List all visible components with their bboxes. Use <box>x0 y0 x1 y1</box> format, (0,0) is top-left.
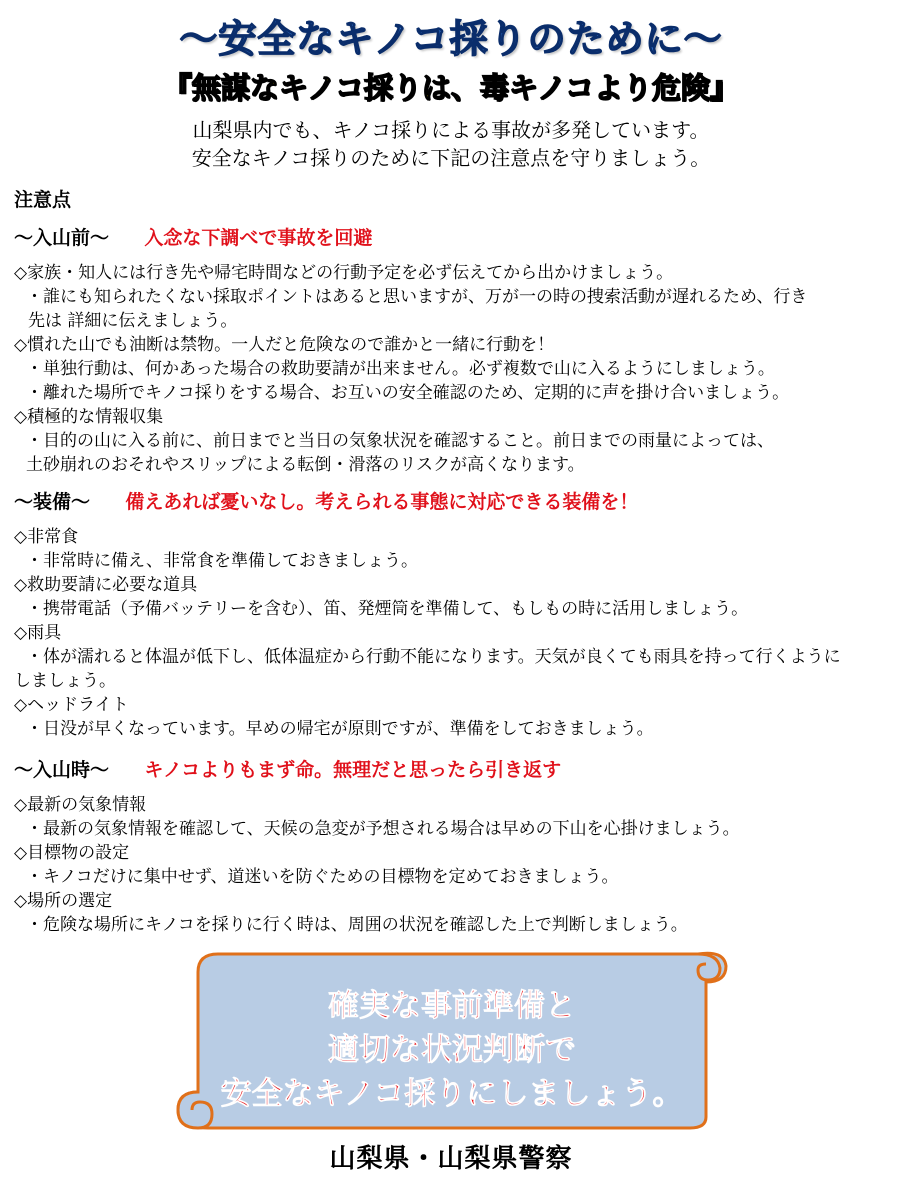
list-item: ◇非常食 <box>14 527 79 547</box>
section-tagline: 入念な下調べで事故を回避 <box>144 227 373 249</box>
list-item: ・離れた場所でキノコ採りをする場合、お互いの安全確認のため、定期的に声を掛け合いましょう。 <box>26 383 790 403</box>
section-tagline: 備えあれば憂いなし。考えられる事態に対応できる装備を！ <box>125 491 639 513</box>
list-item: ◇積極的な情報収集 <box>14 407 164 427</box>
list-item: ・キノコだけに集中せず、道迷いを防ぐための目標物を定めておきましょう。 <box>26 867 619 887</box>
intro-text <box>0 116 902 172</box>
list-item: 先は 詳細に伝えましょう。 <box>28 311 238 331</box>
list-item: ・携帯電話（予備バッテリーを含む）、笛、発煙筒を準備して、もしもの時に活用しましょう。 <box>26 599 749 619</box>
list-item: ◇救助要請に必要な道具 <box>14 575 198 595</box>
list-item: ◇慣れた山でも油断は禁物。一人だと危険なので誰かと一緒に行動を！ <box>14 335 555 355</box>
page-subtitle: 『無謀なキノコ採りは、毒キノコより危険』 <box>163 71 739 105</box>
list-item: ・危険な場所にキノコを採りに行く時は、周囲の状況を確認した上で判断しましょう。 <box>26 915 688 935</box>
notes-label: 注意点 <box>14 189 72 211</box>
section-tagline: キノコよりもまず命。無理だと思ったら引き返す <box>144 759 562 781</box>
banner-line: 適切な状況判断で <box>328 1032 576 1068</box>
list-item: ・日没が早くなっています。早めの帰宅が原則ですが、準備をしておきましょう。 <box>26 719 654 739</box>
intro-line: 山梨県内でも、キノコ採りによる事故が多発しています。 <box>192 118 710 142</box>
list-item: ・誰にも知られたくない採取ポイントはあると思いますが、万が一の時の捜索活動が遅れるため、行き <box>26 287 808 307</box>
section-during <box>14 758 894 937</box>
list-item: ・目的の山に入る前に、前日までと当日の気象状況を確認すること。前日までの雨量によっては、 <box>26 431 774 451</box>
section-heading: ～入山時～ <box>14 759 110 781</box>
list-item: ・体が濡れると体温が低下し、低体温症から行動不能になります。天気が良くても雨具を持って行くように <box>26 647 841 667</box>
list-item: ◇目標物の設定 <box>14 843 130 863</box>
banner-line: 安全なキノコ採りにしましょう。 <box>220 1076 684 1112</box>
banner-line: 確実な事前準備と <box>328 988 576 1024</box>
section-before <box>14 226 894 477</box>
footer-issuer: 山梨県・山梨県警察 <box>329 1144 573 1174</box>
list-item: しましょう。 <box>14 671 116 691</box>
list-item: 土砂崩れのおそれやスリップによる転倒・滑落のリスクが高くなります。 <box>26 455 585 475</box>
banner-text <box>168 984 736 1116</box>
section-equipment <box>14 490 894 741</box>
list-item: ◇家族・知人には行き先や帰宅時間などの行動予定を必ず伝えてから出かけましょう。 <box>14 263 674 283</box>
list-item: ◇ヘッドライト <box>14 695 129 715</box>
section-heading: ～入山前～ <box>14 227 110 249</box>
list-item: ◇場所の選定 <box>14 891 113 911</box>
intro-line: 安全なキノコ採りのために下記の注意点を守りましょう。 <box>191 146 711 170</box>
list-item: ◇最新の気象情報 <box>14 795 147 815</box>
list-item: ・非常時に備え、非常食を準備しておきましょう。 <box>26 551 419 571</box>
page-title: ～安全なキノコ採りのために～ <box>179 17 723 61</box>
list-item: ・最新の気象情報を確認して、天候の急変が予想される場合は早めの下山を心掛けましょう。 <box>26 819 740 839</box>
section-heading: ～装備～ <box>14 491 91 513</box>
list-item: ◇雨具 <box>14 623 62 643</box>
list-item: ・単独行動は、何かあった場合の救助要請が出来ません。必ず複数で山に入るようにしましょう。 <box>26 359 775 379</box>
scroll-banner <box>168 942 736 1132</box>
